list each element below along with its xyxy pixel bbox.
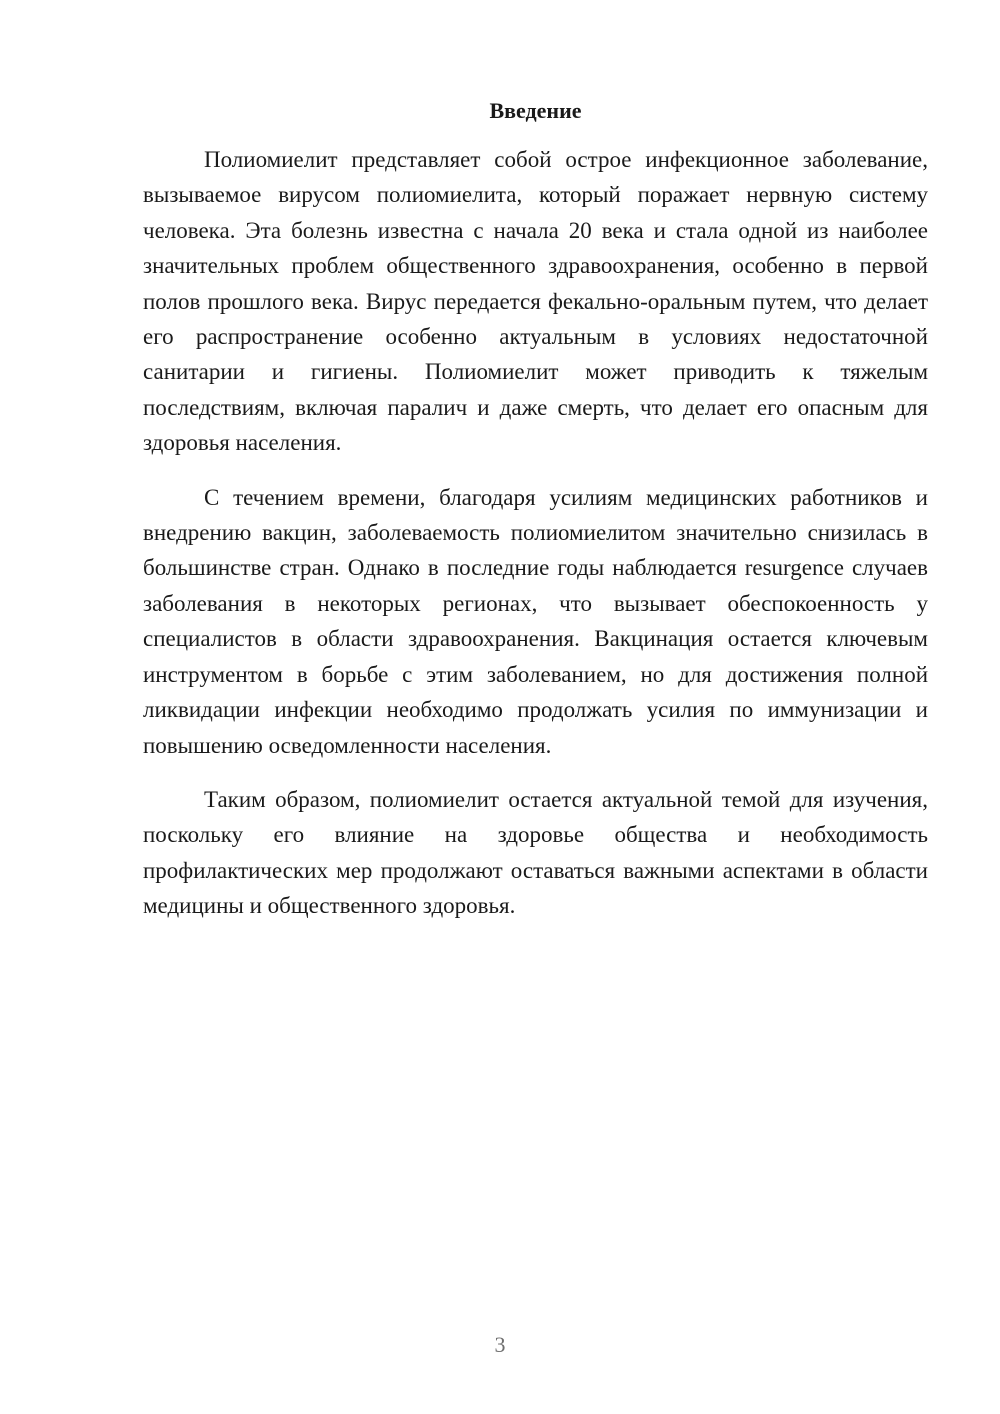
paragraph-1: Полиомиелит представляет собой острое инфекционное заболевание, вызываемое вирусом полиомиелита, который поражает нервную систему человека. Эта болезнь известна с начала 20 века и стала одной из наиболее значительных проблем общественного здравоохранения, особенно в первой полов прошлого века. Вирус передается фекально-оральным путем, что делает его распространение особенно актуальным в условиях недостаточной санитарии и гигиены. Полиомиелит может приводить к тяжелым последствиям, включая паралич и даже смерть, что делает его опасным для здоровья населения. xyxy=(143,147,928,456)
section-heading: Введение xyxy=(489,98,582,123)
page-number: 3 xyxy=(494,1332,506,1357)
paragraph-3: Таким образом, полиомиелит остается актуальной темой для изучения, поскольку его влияние на здоровье общества и необходимость профилактических мер продолжают оставаться важными аспектами в области медицины и общественного здоровья. xyxy=(143,786,928,919)
paragraph-2: С течением времени, благодаря усилиям медицинских работников и внедрению вакцин, заболеваемость полиомиелитом значительно снизилась в большинстве стран. Однако в последние годы наблюдается resurgence случаев заболевания в некоторых регионах, что вызывает обеспокоенность у специалистов в области здравоохранения. Вакцинация остается ключевым инструментом в борьбе с этим заболеванием, но для достижения полной ликвидации инфекции необходимо продолжать усилия по иммунизации и повышению осведомленности населения. xyxy=(143,484,928,758)
body-text xyxy=(143,142,928,943)
